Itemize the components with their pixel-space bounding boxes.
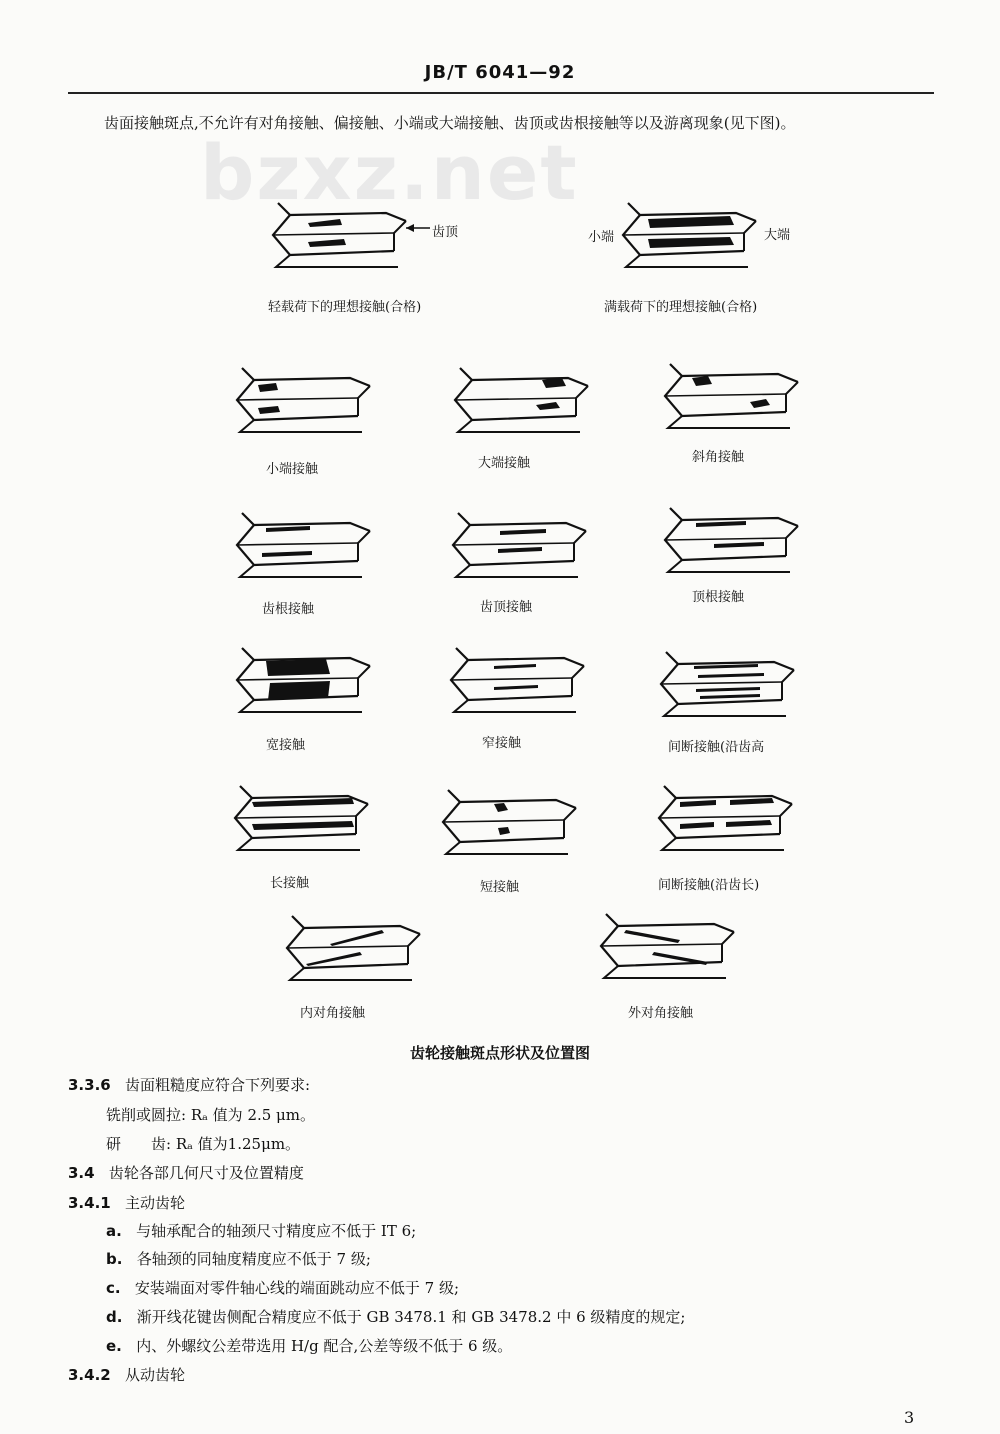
list-item-mark: d.	[106, 1308, 123, 1326]
list-item	[106, 1277, 459, 1298]
caption-broken-height: 间断接触(沿齿高	[668, 740, 765, 755]
caption-broken-length: 间断接触(沿齿长)	[658, 878, 760, 893]
caption-short: 短接触	[480, 880, 520, 895]
list-item-text: 与轴承配合的轴颈尺寸精度应不低于 IT 6;	[136, 1222, 417, 1240]
list-item-mark: e.	[106, 1337, 122, 1355]
clause-number: 3.4	[68, 1164, 95, 1182]
clause-3-4-1	[68, 1192, 185, 1213]
gear-figure-tip	[448, 505, 588, 585]
list-item	[106, 1306, 685, 1327]
gear-figure-wide	[232, 640, 372, 720]
watermark: bzxz.net	[200, 128, 579, 217]
caption-inner-diag: 内对角接触	[300, 1006, 366, 1021]
caption-light-load: 轻载荷下的理想接触(合格)	[268, 300, 422, 315]
caption-long: 长接触	[270, 876, 310, 891]
caption-tip-root: 顶根接触	[692, 590, 745, 605]
list-item-text: 渐开线花键齿侧配合精度应不低于 GB 3478.1 和 GB 3478.2 中 6 级精度的规定;	[136, 1308, 686, 1326]
caption-oblique: 斜角接触	[692, 450, 745, 465]
gear-figure-long	[230, 778, 370, 858]
clause-number: 3.4.1	[68, 1194, 111, 1212]
gear-figure-large-end	[450, 360, 590, 440]
gear-figure-narrow	[446, 640, 586, 720]
caption-small-end: 小端接触	[266, 462, 319, 477]
gear-figure-broken-length	[654, 778, 794, 858]
caption-full-load: 满载荷下的理想接触(合格)	[604, 300, 758, 315]
caption-wide: 宽接触	[266, 738, 306, 753]
clause-number: 3.4.2	[68, 1366, 111, 1384]
gear-figure-small-end	[232, 360, 372, 440]
gear-figure-outer-diag	[596, 906, 736, 986]
caption-outer-diag: 外对角接触	[628, 1006, 694, 1021]
gear-figure-oblique	[660, 356, 800, 436]
figure-title: 齿轮接触斑点形状及位置图	[409, 1044, 590, 1062]
clause-3-4	[68, 1162, 304, 1183]
caption-tip: 齿顶接触	[480, 600, 533, 615]
label-small-end: 小端	[588, 230, 615, 245]
clause-3-3-6	[68, 1074, 310, 1095]
gear-figure-inner-diag	[282, 908, 422, 988]
gear-figure-light-load	[268, 195, 408, 275]
gear-figure-short	[438, 782, 578, 862]
document-header: JB/T 6041—92	[424, 62, 576, 83]
caption-large-end: 大端接触	[478, 456, 531, 471]
gear-figure-full-load	[618, 195, 758, 275]
gear-figure-root	[232, 505, 372, 585]
list-item	[106, 1248, 371, 1269]
header-rule	[68, 92, 934, 94]
clause-text: 齿面粗糙度应符合下列要求:	[125, 1076, 311, 1094]
gear-figure-broken-height	[656, 644, 796, 724]
roughness-line-1: 铣削或圆拉: Rₐ 值为 2.5 μm。	[106, 1106, 316, 1124]
list-item-mark: c.	[106, 1279, 121, 1297]
list-item-text: 安装端面对零件轴心线的端面跳动应不低于 7 级;	[134, 1279, 460, 1297]
clause-text: 主动齿轮	[125, 1194, 186, 1212]
clause-text: 从动齿轮	[125, 1366, 186, 1384]
roughness-line-2: 研 齿: Rₐ 值为1.25μm。	[106, 1135, 301, 1153]
tooth-top-arrow	[404, 222, 432, 234]
list-item-mark: b.	[106, 1250, 123, 1268]
label-large-end: 大端	[764, 228, 791, 243]
clause-text: 齿轮各部几何尺寸及位置精度	[108, 1164, 304, 1182]
list-item-mark: a.	[106, 1222, 122, 1240]
list-item	[106, 1220, 416, 1241]
page-number: 3	[904, 1408, 915, 1427]
list-item-text: 各轴颈的同轴度精度应不低于 7 级;	[136, 1250, 371, 1268]
label-tooth-top: 齿顶	[432, 225, 459, 240]
list-item	[106, 1335, 512, 1356]
caption-narrow: 窄接触	[482, 736, 522, 751]
gear-figure-tip-root	[660, 500, 800, 580]
caption-root: 齿根接触	[262, 602, 315, 617]
clause-3-4-2	[68, 1364, 185, 1385]
intro-paragraph: 齿面接触斑点,不允许有对角接触、偏接触、小端或大端接触、齿顶或齿根接触等以及游离现象(见下图)。	[104, 114, 796, 132]
list-item-text: 内、外螺纹公差带选用 H/g 配合,公差等级不低于 6 级。	[136, 1337, 513, 1355]
clause-number: 3.3.6	[68, 1076, 111, 1094]
